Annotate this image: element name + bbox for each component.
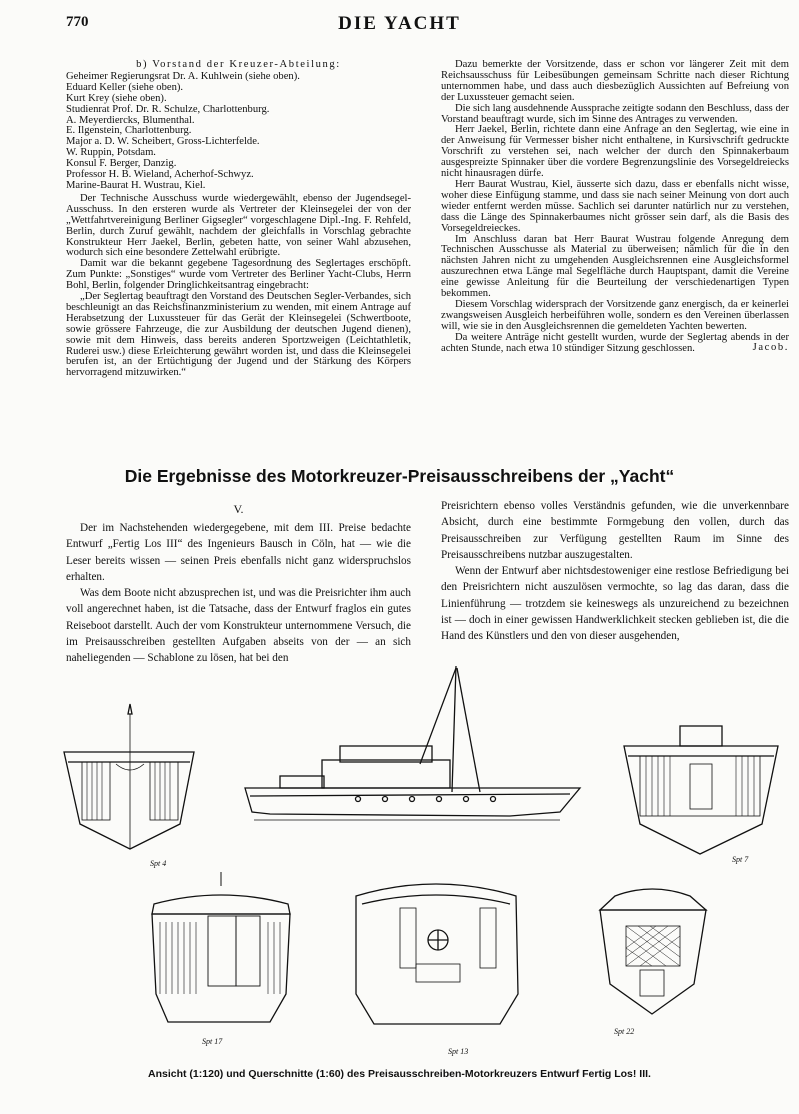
right-column-bottom (441, 498, 789, 645)
section-label: Spt 17 (202, 1037, 223, 1046)
paragraph: Was dem Boote nicht abzusprechen ist, und was die Preisrichter ihm auch voll angerechnet haben, ist die Tatsache, dass der Entwurf fraglos ein gutes Reiseboot darstellt. Auch der vom Konstrukteur unternommene Versuch, die im Preisausschreiben gestellten Aufgaben abseits von der — an sich naheliegenden — Schablone zu lösen, hat bei den (66, 587, 411, 665)
quoted-motion: „Der Seglertag beauftragt den Vorstand des Deutschen Segler-Verbandes, sich beschleunigt an das Reichsfinanzministerium zu wenden, mit einem Antrage auf Herabsetzung der Luxussteuer für das Gerät der Kleinsegelei (Schwertboote, sowie grössere Fahrzeuge, die zur Ausbildung der deutschen Jugend dienen), sowie mit dem Hinweis, dass bereits anderen Sportzweigen (Leichtathletik, Ruderei usw.) diese Erleichterung gewährt worden ist, und dass die Kleinsegelei berufen ist, an der Ertüchtigung der Jugend und der Stärkung des Körpers hervorragend mitzuwirken.“ (66, 291, 411, 379)
paragraph: Die sich lang ausdehnende Aussprache zeitigte sodann den Beschluss, dass der Vorstand beauftragt wurde, sich im Sinne des Antrages zu verwenden. (441, 102, 789, 125)
paragraph: Diesem Vorschlag widersprach der Vorsitzende ganz energisch, da er keinerlei zwangsweisen Ausgleich herbeiführen wolle, sondern es den Vereinen überlassen will, wie sie in den Ausgleichsrennen die gemeldeten Yachten bewerten. (441, 298, 789, 332)
paragraph: Wenn der Entwurf aber nichtsdestoweniger eine restlose Befriedigung bei den Preisrichtern nicht auszulösen vermochte, so lag das daran, dass die Linienführung — trotzdem sie keineswegs als unzureichend zu bezeichnen ist — doch in einer gewissen Handwerklichkeit stecken geblieben ist, die die Hand des Künstlers und den von dieser ausgehenden, (441, 565, 789, 643)
paragraph: Im Anschluss daran bat Herr Baurat Wustrau folgende Anregung dem Technischen Ausschusse als Material zu überweisen; nämlich für die in den nächsten Jahren nicht zu umgehenden Ausgleichsrennen eine Ausgleichsformel auszurechnen etwa Länge mal Segelfläche durch Hauptspant, damit die Vereine eine gewisse Anleitung für die Beurteilung der verschiedenartigen Typen bekommen. (441, 233, 789, 300)
member-item: Konsul F. Berger, Danzig. (66, 158, 177, 170)
member-item: Kurt Krey (siehe oben). (66, 92, 167, 104)
paragraph: Preisrichtern ebenso volles Verständnis gefunden, wie die unverkennbare Absicht, durch eine bestimmte Formgebung den vollen, durch das Preisausschreiben zur Verfügung gestellten Raum im Sinne des Preisausschreibens nutzbar auszugestalten. (441, 500, 789, 561)
member-item: Eduard Keller (siehe oben). (66, 81, 184, 93)
member-item: Marine-Baurat H. Wustrau, Kiel. (66, 179, 206, 191)
member-item: Studienrat Prof. Dr. R. Schulze, Charlottenburg. (66, 103, 270, 115)
member-item: Professor H. B. Wieland, Acherhof-Schwyz. (66, 169, 254, 181)
section-label: Spt 13 (448, 1047, 469, 1056)
member-list (66, 72, 411, 192)
section-number: V. (233, 502, 244, 516)
paragraph: Dazu bemerkte der Vorsitzende, dass er schon vor längerer Zeit mit dem Reichsausschuss für Leibesübungen gemeinsam Schritte nach dieser Richtung unternommen habe, und dass auch diesbezüglich Aussichten auf Befreiung von der Luxussteuer gemacht seien. (441, 59, 789, 103)
member-item: Major a. D. W. Scheibert, Gross-Lichterfelde. (66, 136, 260, 148)
right-column-top (441, 60, 789, 354)
running-head: DIE YACHT (338, 13, 461, 34)
page-number: 770 (66, 14, 89, 30)
section-spt17-drawing (152, 872, 290, 1022)
side-view-drawing (245, 666, 580, 820)
left-column-bottom (66, 520, 411, 667)
paragraph: Da weitere Anträge nicht gestellt wurden, wurde der Seglertag abends in der achten Stunde, nach etwa 10 stündiger Sitzung geschlossen. (441, 331, 789, 354)
section-label: Spt 7 (732, 855, 749, 864)
section-label: Spt 4 (150, 859, 167, 868)
paragraph: Herr Jaekel, Berlin, richtete dann eine Anfrage an den Seglertag, wie eine in der Anweisung für Vermesser bisher nicht enthaltene, in Kursivschrift gedruckte Vorschrift zu verstehen sei, nach welcher der durch den Spinnakerbaum ausgespreizte Spinnaker über die vordere Begrenzungslinie des Vorsegeldreiecks nicht hinausragen dürfe. (441, 124, 789, 180)
paragraph: Herr Baurat Wustrau, Kiel, äusserte sich dazu, dass er ebenfalls nicht wisse, woher diese Einfügung stamme, und dass sie nach seiner Meinung von dort auch wieder entfernt werden müsse. Sachlich sei darunter natürlich nur zu verstehen, dass die Länge des Spinnakerbaumes nicht grösser sein darf, als die Basis des Vorsegeldreieckes. (441, 178, 789, 234)
section-spt4-drawing (64, 704, 194, 849)
board-heading: b) Vorstand der Kreuzer-Abteilung: (136, 59, 341, 70)
member-item: W. Ruppin, Potsdam. (66, 147, 156, 159)
paragraph: Damit war die bekannt gegebene Tagesordnung des Seglertages erschöpft. Zum Punkte: „Sonstiges“ wurde vom Vertreter des Berliner Yacht-Clubs, Herrn Bohl, Berlin, folgender Dringlichkeitsantrag eingebracht: (66, 258, 411, 292)
member-item: Geheimer Regierungsrat Dr. A. Kuhlwein (siehe oben). (66, 70, 300, 82)
member-item: E. Ilgenstein, Charlottenburg. (66, 125, 192, 137)
left-column-top (66, 60, 411, 379)
signature: Jacob. (752, 342, 789, 354)
paragraph: Der Technische Ausschuss wurde wiedergewählt, ebenso der Jugendsegel-Ausschuss. In den ersteren wurde als Vertreter der Kleinsegelei der von der „Wettfahrtvereinigung Berliner Gigsegler“ vorgeschlagene Dipl.-Ing. F. Rehfeld, Berlin, durch Zuruf gewählt, nachdem der gleichfalls in Vorschlag gebrachte Konstrukteur Herr Jaekel, Berlin, gebeten hatte, von seiner Wahl abzusehen, wodurch sich eine besondere Zettelwahl erübrigte. (66, 192, 411, 259)
paragraph: Der im Nachstehenden wiedergegebene, mit dem III. Preise bedachte Entwurf „Fertig Los III“ des Ingenieurs Bausch in Cöln, hat — wie die Leser bereits wissen — seinen Preis ebenfalls nicht ganz widerspruchslos erhalten. (66, 522, 411, 583)
figure-caption: Ansicht (1:120) und Querschnitte (1:60) des Preisausschreiben-Motorkreuzers Entwurf Fertig Los! III. (148, 1068, 651, 1080)
member-item: A. Meyerdiercks, Blumenthal. (66, 114, 195, 126)
section-spt7-drawing (624, 726, 778, 854)
section-spt13-drawing (356, 884, 518, 1024)
section-label: Spt 22 (614, 1027, 635, 1036)
section-spt22-drawing (600, 889, 706, 1014)
boat-drawings (40, 664, 799, 1064)
article-title: Die Ergebnisse des Motorkreuzer-Preisausschreibens der „Yacht“ (124, 466, 675, 486)
